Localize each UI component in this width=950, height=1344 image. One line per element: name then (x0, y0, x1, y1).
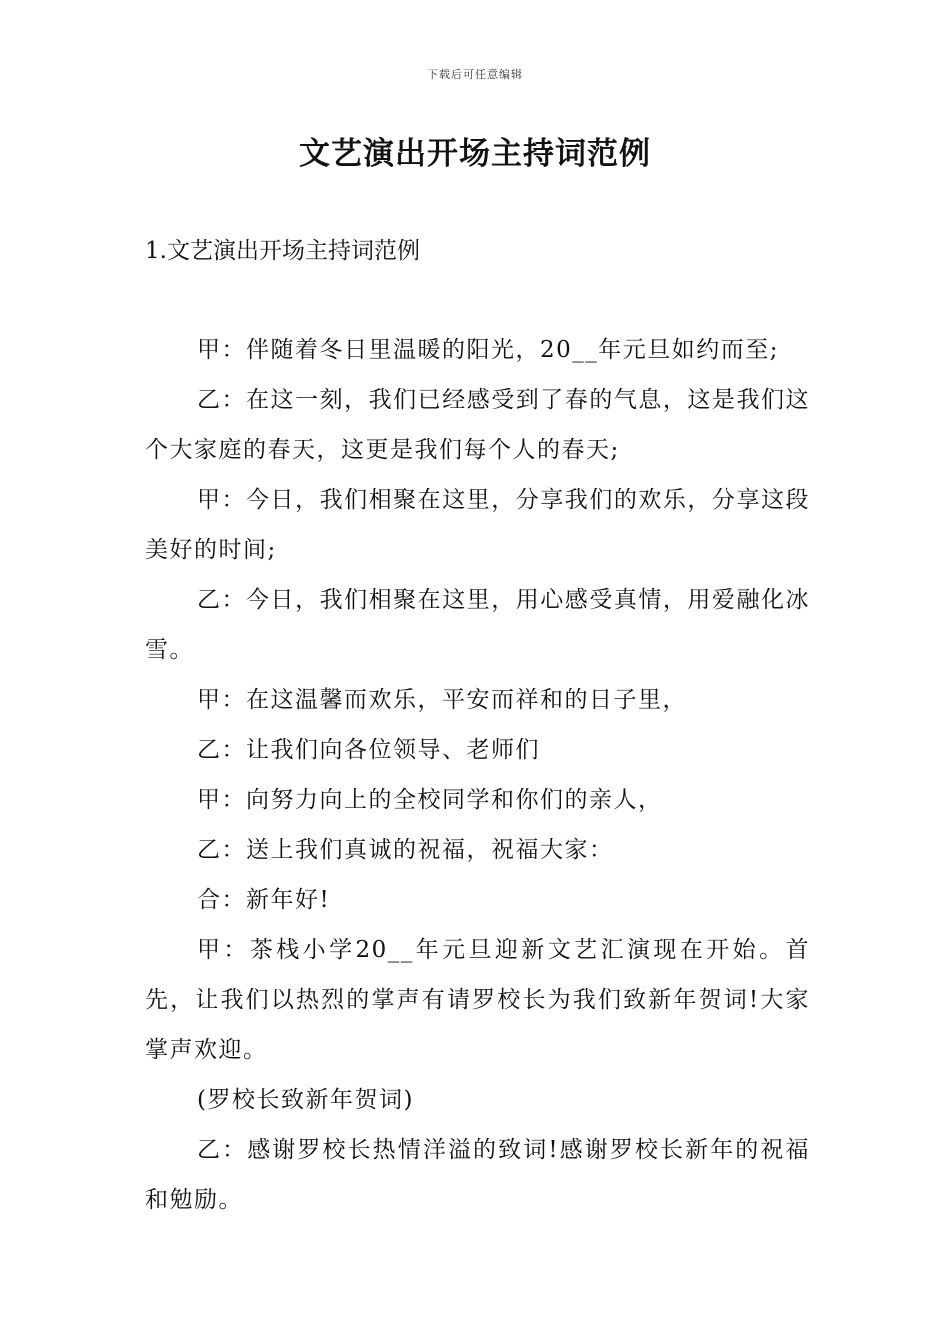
paragraph: 乙：在这一刻，我们已经感受到了春的气息，这是我们这个大家庭的春天，这更是我们每个人的春天; (145, 387, 810, 463)
paragraph: 甲：在这温馨而欢乐，平安而祥和的日子里， (197, 687, 687, 713)
paragraph: 合：新年好! (197, 887, 331, 913)
header-note: 下载后可任意编辑 (427, 68, 523, 81)
paragraph: 甲：今日，我们相聚在这里，分享我们的欢乐，分享这段美好的时间; (145, 487, 810, 563)
document-body (145, 325, 810, 1225)
paragraph: 乙：让我们向各位领导、老师们 (197, 737, 540, 763)
paragraph: 乙：感谢罗校长热情洋溢的致词!感谢罗校长新年的祝福和勉励。 (145, 1137, 810, 1213)
paragraph: 甲：茶栈小学20__年元旦迎新文艺汇演现在开始。首先，让我们以热烈的掌声有请罗校长为我们致新年贺词!大家掌声欢迎。 (145, 937, 810, 1063)
document-title: 文艺演出开场主持词范例 (299, 136, 651, 172)
paragraph: 甲：向努力向上的全校同学和你们的亲人， (197, 787, 663, 813)
paragraph: 乙：送上我们真诚的祝福，祝福大家： (197, 837, 614, 863)
paragraph: 乙：今日，我们相聚在这里，用心感受真情，用爱融化冰雪。 (145, 587, 810, 663)
paragraph: 甲：伴随着冬日里温暖的阳光，20__年元旦如约而至; (197, 337, 780, 363)
paragraph: (罗校长致新年贺词) (197, 1087, 414, 1113)
section-heading: 1.文艺演出开场主持词范例 (145, 238, 420, 264)
